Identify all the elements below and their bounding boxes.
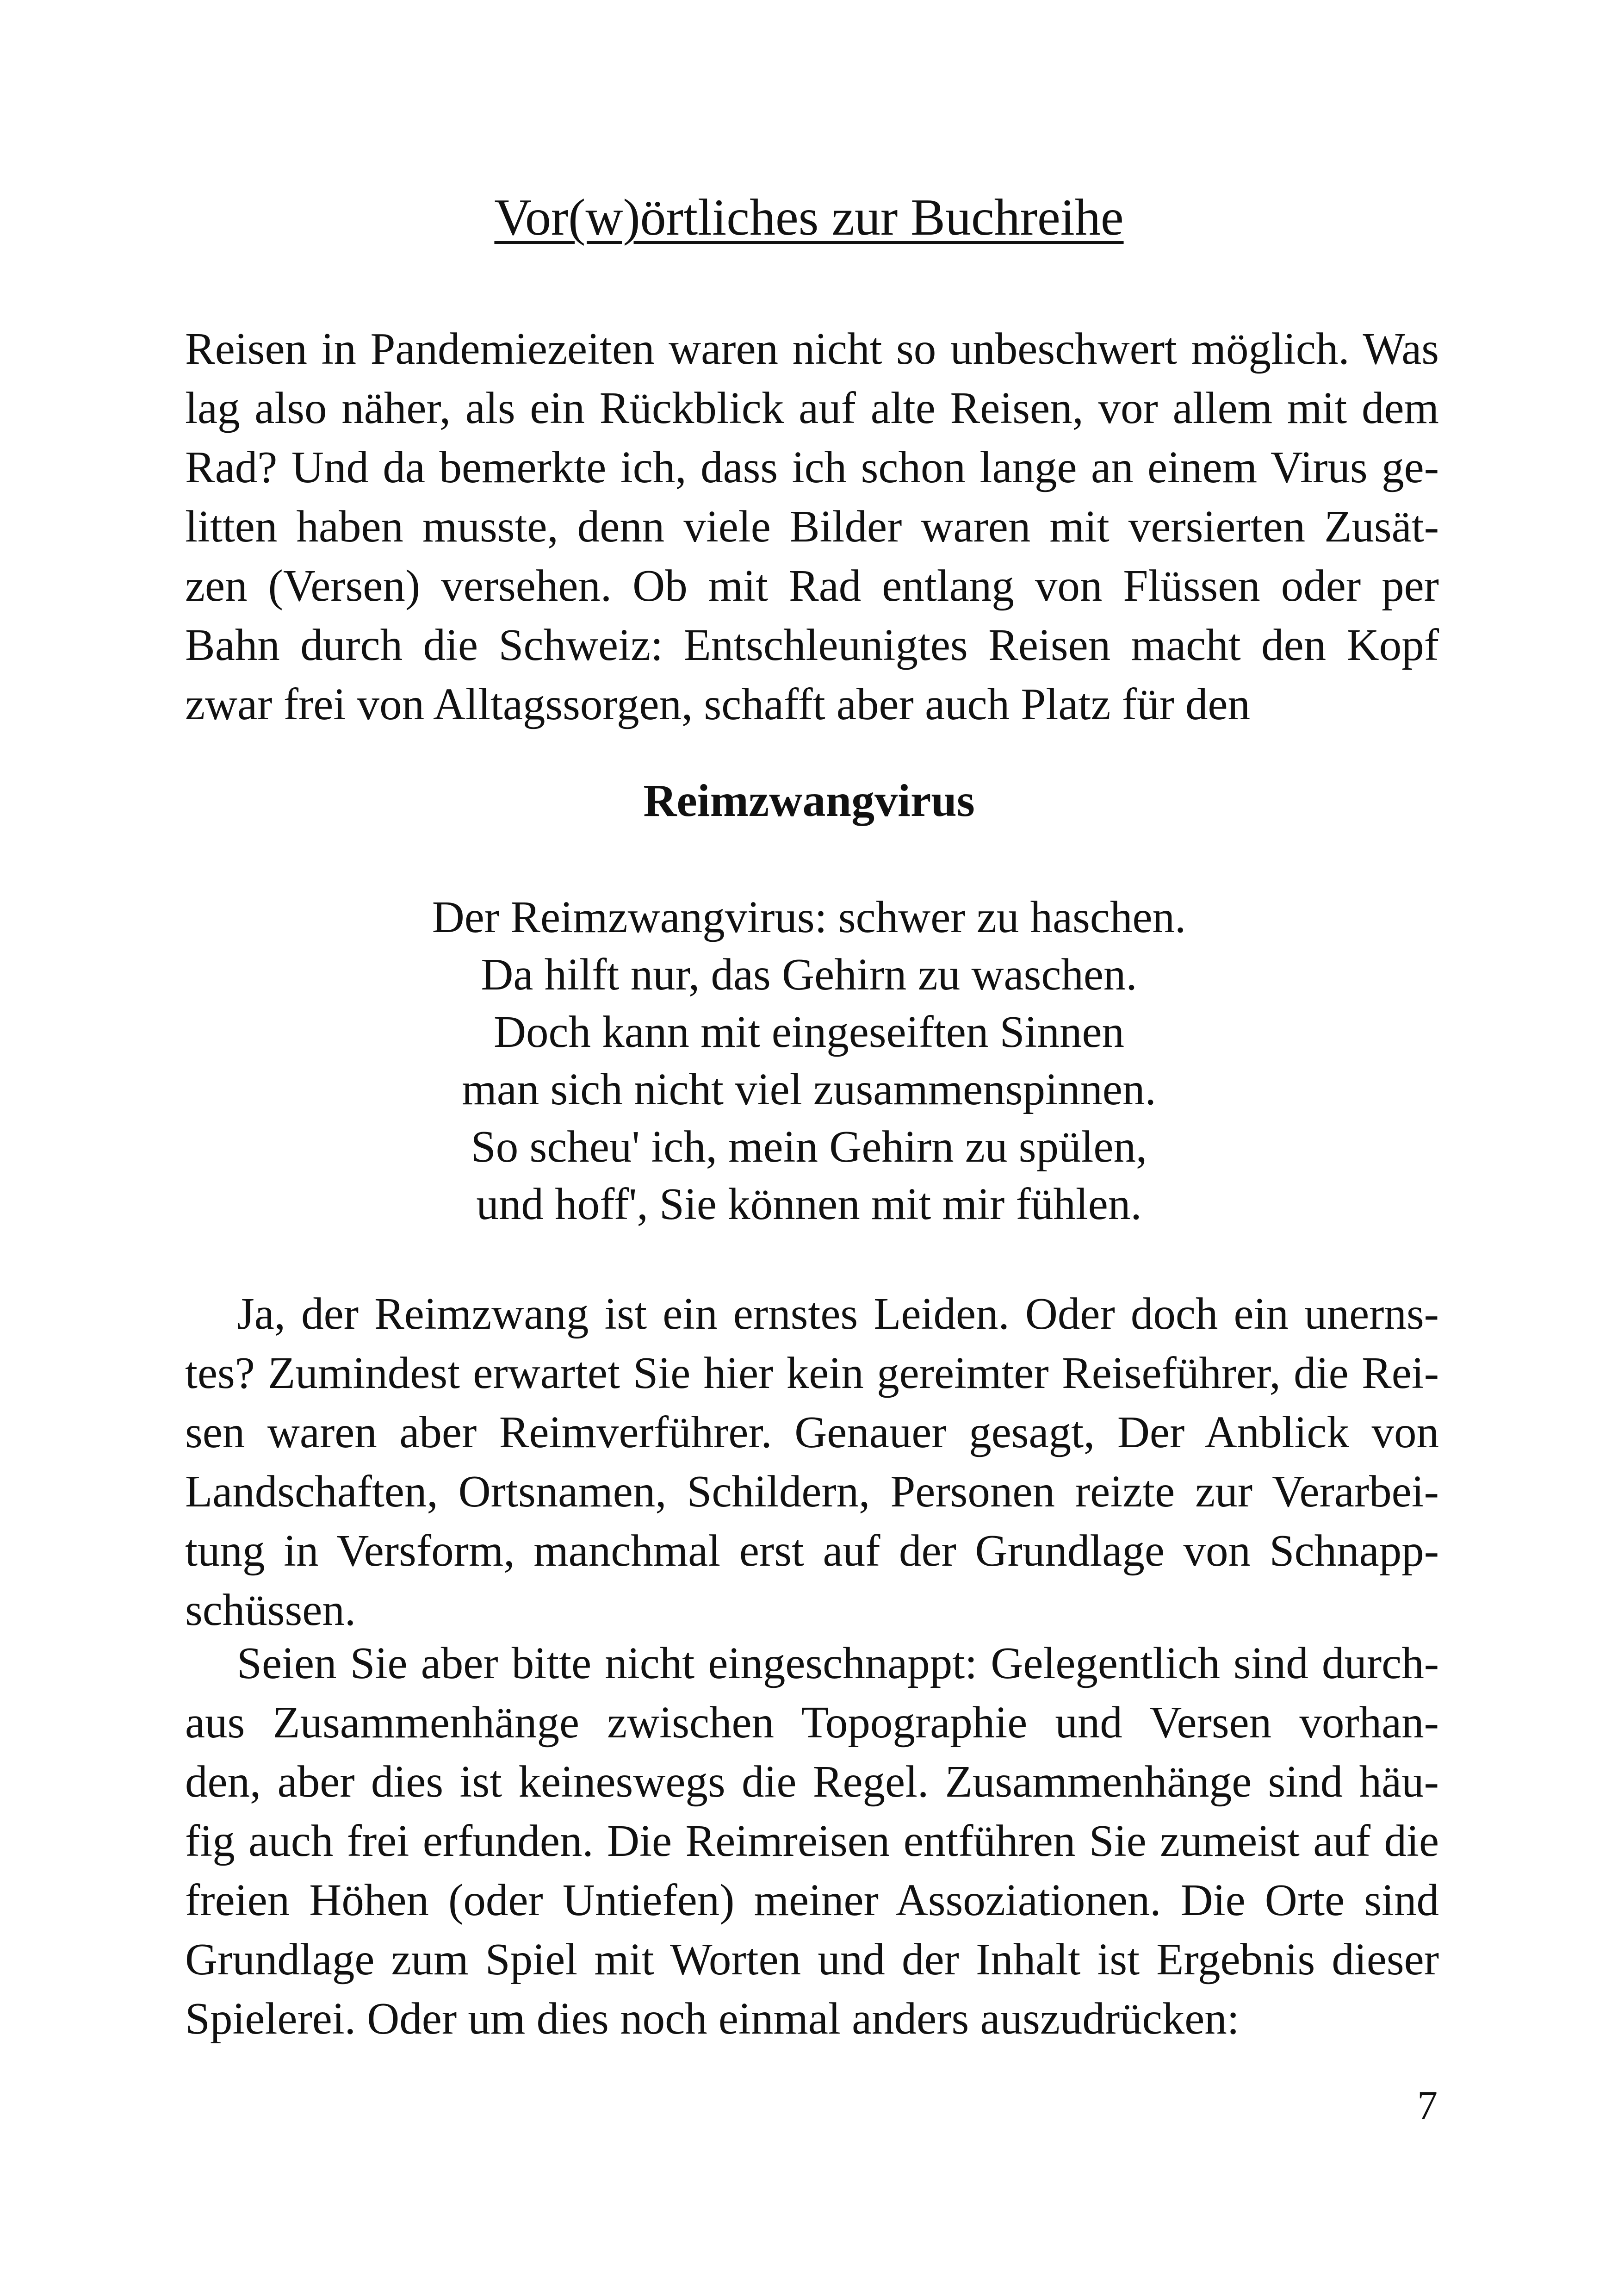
poem-line: So scheu' ich, mein Gehirn zu spülen, bbox=[471, 1122, 1147, 1171]
page-title bbox=[0, 183, 1618, 252]
body-paragraph bbox=[185, 1284, 1439, 1640]
text-line: den, aber dies ist keineswegs die Regel. Zusammenhänge sind häu- bbox=[185, 1757, 1439, 1806]
text-line: Reisen in Pandemiezeiten waren nicht so unbeschwert möglich. Was bbox=[185, 324, 1439, 373]
text-line: Seien Sie aber bitte nicht eingeschnappt: Gelegentlich sind durch- bbox=[237, 1638, 1439, 1688]
text-line: fig auch frei erfunden. Die Reimreisen entführen Sie zumeist auf die bbox=[185, 1816, 1439, 1866]
text-line: litten haben musste, denn viele Bilder waren mit versierten Zusät- bbox=[185, 502, 1439, 551]
poem-line: Der Reimzwangvirus: schwer zu haschen. bbox=[432, 892, 1186, 942]
section-heading: Reimzwangvirus bbox=[643, 775, 975, 826]
text-line: freien Höhen (oder Untiefen) meiner Assoziationen. Die Orte sind bbox=[185, 1875, 1439, 1925]
text-line: Ja, der Reimzwang ist ein ernstes Leiden. Oder doch ein unerns- bbox=[237, 1289, 1439, 1338]
text-line: schüssen. bbox=[185, 1585, 356, 1635]
poem bbox=[0, 889, 1618, 1233]
text-line: Spielerei. Oder um dies noch einmal anders auszudrücken: bbox=[185, 1994, 1240, 2043]
text-line: sen waren aber Reimverführer. Genauer gesagt, Der Anblick von bbox=[185, 1407, 1439, 1457]
text-line: Landschaften, Ortsnamen, Schildern, Personen reizte zur Verarbei- bbox=[185, 1467, 1439, 1516]
text-line: tes? Zumindest erwartet Sie hier kein gereimter Reiseführer, die Rei- bbox=[185, 1348, 1439, 1398]
text-line: lag also näher, als ein Rückblick auf alte Reisen, vor allem mit dem bbox=[185, 383, 1439, 433]
text-line: zen (Versen) versehen. Ob mit Rad entlang von Flüssen oder per bbox=[185, 561, 1439, 610]
poem-line: Doch kann mit eingeseiften Sinnen bbox=[493, 1007, 1125, 1057]
text-line: Bahn durch die Schweiz: Entschleunigtes Reisen macht den Kopf bbox=[185, 620, 1439, 670]
text-line: zwar frei von Alltagssorgen, schafft aber auch Platz für den bbox=[185, 679, 1251, 729]
text-line: Rad? Und da bemerkte ich, dass ich schon lange an einem Virus ge- bbox=[185, 442, 1439, 492]
page-title-text: Vor(w)örtliches zur Buchreihe bbox=[494, 189, 1124, 246]
page-number: 7 bbox=[1417, 2083, 1438, 2128]
text-line: tung in Versform, manchmal erst auf der Grundlage von Schnapp- bbox=[185, 1526, 1439, 1575]
poem-line: Da hilft nur, das Gehirn zu waschen. bbox=[481, 950, 1137, 999]
poem-line: man sich nicht viel zusammenspinnen. bbox=[462, 1064, 1156, 1114]
intro-paragraph bbox=[185, 319, 1439, 734]
text-line: aus Zusammenhänge zwischen Topographie und Versen vorhan- bbox=[185, 1698, 1439, 1747]
text-line: Grundlage zum Spiel mit Worten und der Inhalt ist Ergebnis dieser bbox=[185, 1935, 1439, 1984]
poem-line: und hoff', Sie können mit mir fühlen. bbox=[476, 1179, 1142, 1229]
body-paragraph bbox=[185, 1634, 1439, 2048]
